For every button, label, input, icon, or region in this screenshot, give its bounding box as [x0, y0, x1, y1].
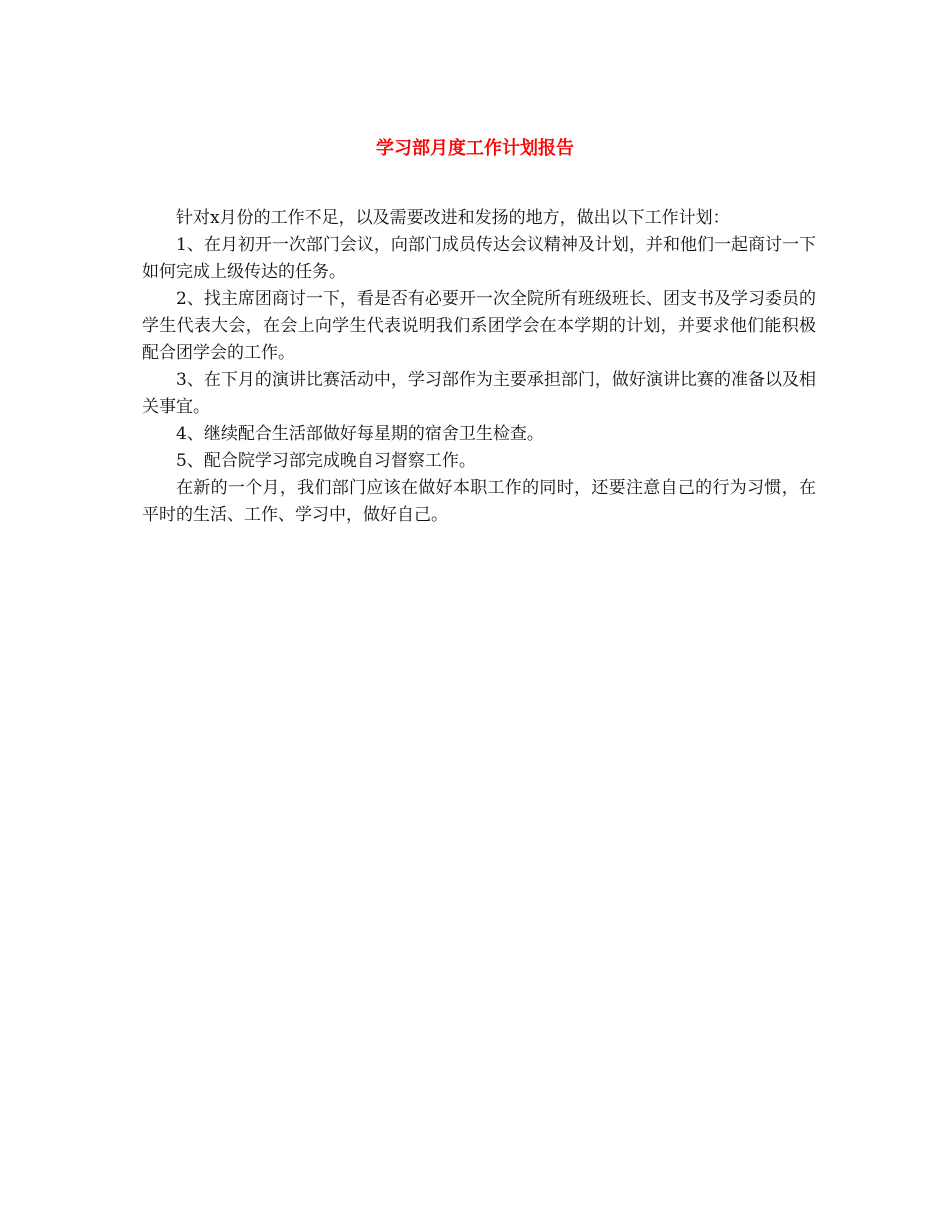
- document-body: [142, 205, 816, 529]
- intro-paragraph: 针对x月份的工作不足，以及需要改进和发扬的地方，做出以下工作计划：: [176, 208, 730, 228]
- plan-item-2: 2、找主席团商讨一下，看是否有必要开一次全院所有班级班长、团支书及学习委员的学生代表大会，在会上向学生代表说明我们系团学会在本学期的计划，并要求他们能积极配合团学会的工作。: [142, 289, 816, 363]
- plan-item-5: 5、配合院学习部完成晚自习督察工作。: [176, 451, 476, 471]
- plan-item-4: 4、继续配合生活部做好每星期的宿舍卫生检查。: [176, 424, 544, 444]
- document-title: 学习部月度工作计划报告: [376, 138, 574, 159]
- plan-item-1: 1、在月初开一次部门会议，向部门成员传达会议精神及计划，并和他们一起商讨一下如何完成上级传达的任务。: [142, 235, 816, 282]
- closing-paragraph: 在新的一个月，我们部门应该在做好本职工作的同时，还要注意自己的行为习惯，在平时的生活、工作、学习中，做好自己。: [142, 478, 816, 525]
- plan-item-3: 3、在下月的演讲比赛活动中，学习部作为主要承担部门，做好演讲比赛的准备以及相关事宜。: [142, 370, 816, 417]
